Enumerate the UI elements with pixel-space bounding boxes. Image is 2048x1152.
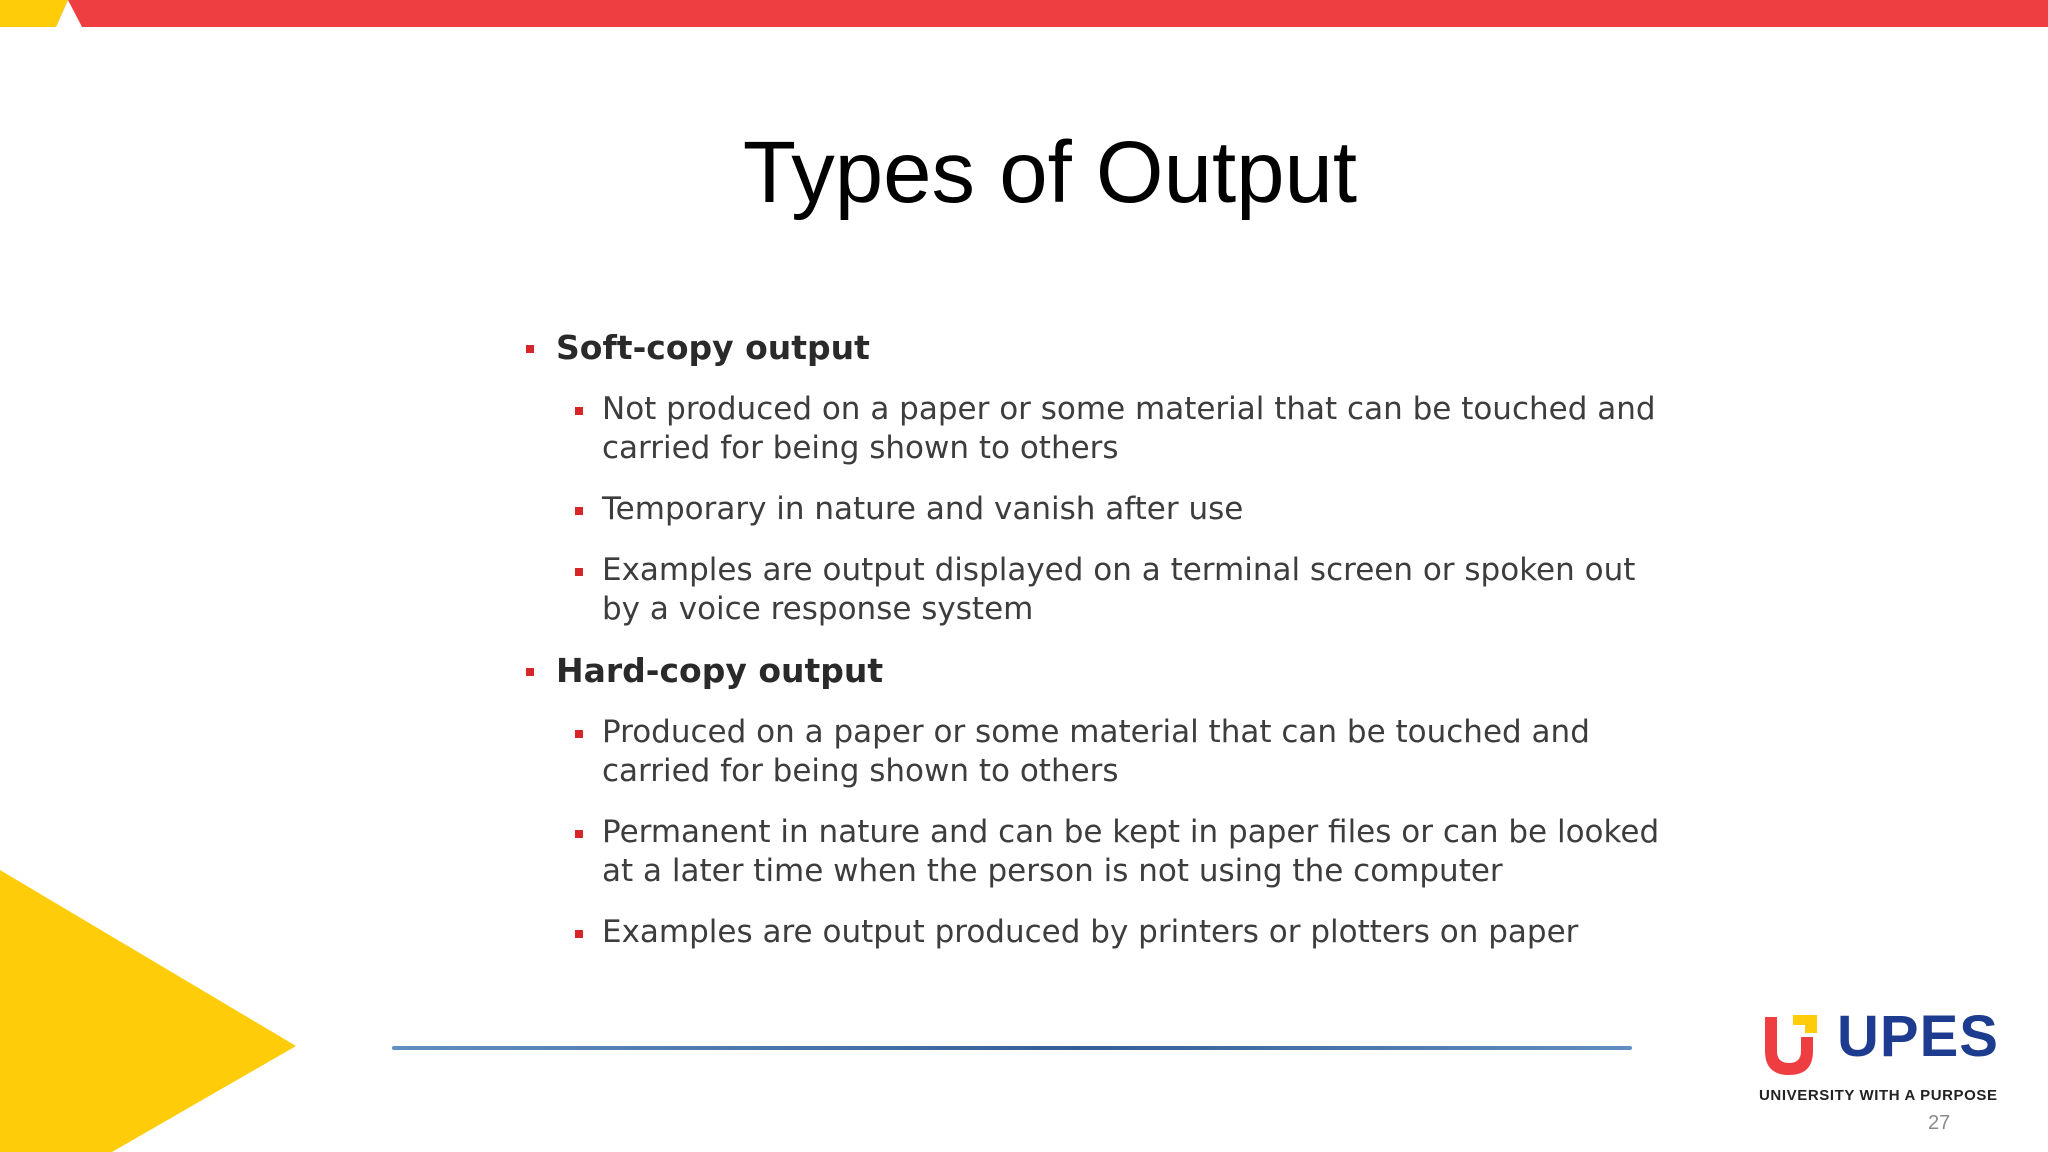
upes-logo [1755,1005,2015,1115]
logo-wordmark: UPES [1837,1004,1999,1069]
list-item: Not produced on a paper or some material that can be touched and carried for being shown to others [602,390,1680,468]
bullet-marker [575,930,583,938]
slide-body [520,328,1680,952]
list-item: Temporary in nature and vanish after use [602,490,1680,529]
top-corner-decoration [0,0,90,28]
list-item: Examples are output displayed on a terminal screen or spoken out by a voice response system [602,551,1680,629]
upes-emblem-icon [1759,1011,1825,1077]
list-item: Permanent in nature and can be kept in paper files or can be looked at a later time when the person is not using the computer [602,813,1680,891]
section-heading-hard-copy: Hard-copy output [520,651,1680,691]
bullet-marker [575,830,583,838]
bullet-marker [575,730,583,738]
bullet-marker [575,407,583,415]
section-heading-soft-copy: Soft-copy output [520,328,1680,368]
bullet-marker [526,345,534,353]
page-number: 27 [1928,1112,1951,1134]
yellow-triangle-decoration [0,870,300,1152]
horizontal-divider [392,1046,1632,1050]
slide-title: Types of Output [742,124,1358,221]
top-accent-bar [0,0,2048,27]
bullet-marker [575,507,583,515]
list-item: Examples are output produced by printers or plotters on paper [602,913,1680,952]
logo-tagline: UNIVERSITY WITH A PURPOSE [1759,1087,1998,1104]
list-item: Produced on a paper or some material that can be touched and carried for being shown to others [602,713,1680,791]
bullet-marker [575,568,583,576]
bullet-marker [526,668,534,676]
